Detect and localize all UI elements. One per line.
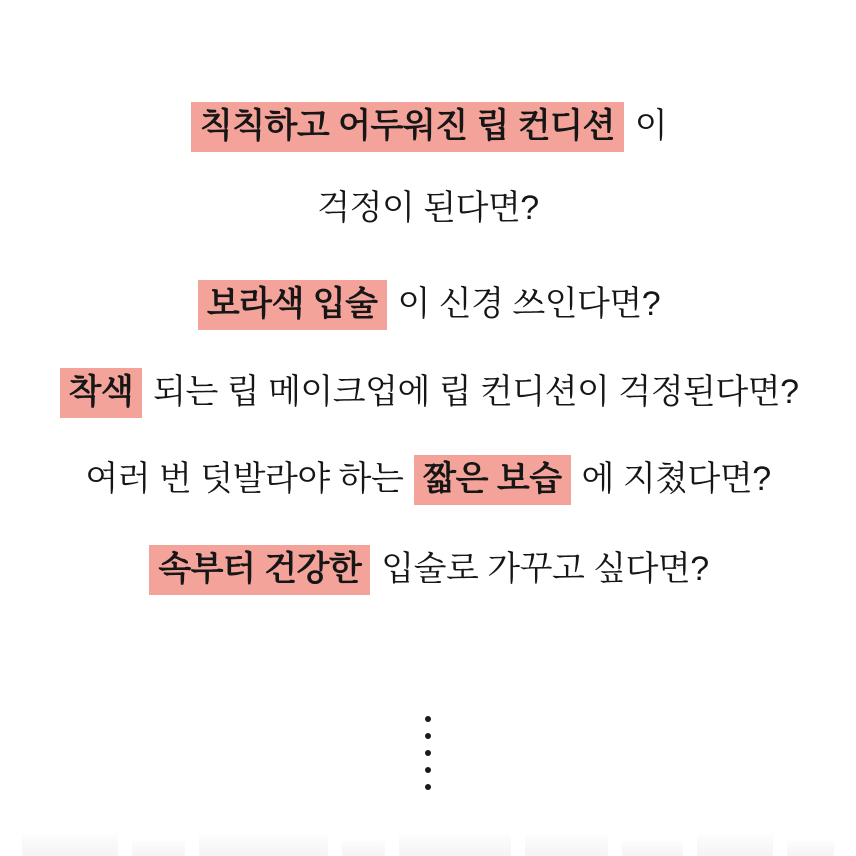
ghost-block (199, 834, 328, 856)
ghost-block (342, 841, 385, 856)
headline-line-5 (0, 453, 856, 505)
headline-line-6 (0, 543, 856, 595)
plain-text-line-1: 이 (625, 107, 668, 145)
highlight-healthy-from-within: 속부터 건강한 (149, 545, 370, 595)
plain-text-line-2: 걱정이 된다면? (317, 189, 539, 227)
plain-text-line-6: 입술로 가꾸고 싶다면? (372, 550, 709, 588)
ghost-block (787, 841, 834, 856)
ghost-block (22, 834, 118, 856)
ellipsis-dot (425, 733, 431, 739)
ghost-block (132, 841, 186, 856)
headline-line-1 (0, 100, 856, 152)
plain-text-line-4: 되는 립 메이크업에 립 컨디션이 걱정된다면? (144, 373, 799, 411)
ghost-block (525, 834, 608, 856)
ellipsis-dot (425, 716, 431, 722)
highlight-short-moisture: 짧은 보습 (414, 455, 570, 505)
plain-text-line-5a: 여러 번 덧발라야 하는 (85, 460, 413, 498)
headline-line-2 (0, 182, 856, 234)
ellipsis-dot (425, 784, 431, 790)
ghost-block (697, 834, 773, 856)
ghost-block (622, 841, 683, 856)
ellipsis-dot (425, 767, 431, 773)
highlight-purple-lips: 보라색 입술 (198, 280, 387, 330)
ghost-block (399, 834, 510, 856)
headline-line-3 (0, 278, 856, 330)
plain-text-line-3: 이 신경 쓰인다면? (388, 285, 661, 323)
ellipsis-dot (425, 750, 431, 756)
highlight-dull-dark-lip-condition: 칙칙하고 어두워진 립 컨디션 (191, 102, 624, 152)
bottom-cutoff-content-band (0, 830, 856, 856)
highlight-staining: 착색 (60, 368, 143, 418)
headline-line-4 (0, 366, 856, 418)
vertical-ellipsis-dots (0, 716, 856, 790)
plain-text-line-5b: 에 지쳤다면? (572, 460, 771, 498)
